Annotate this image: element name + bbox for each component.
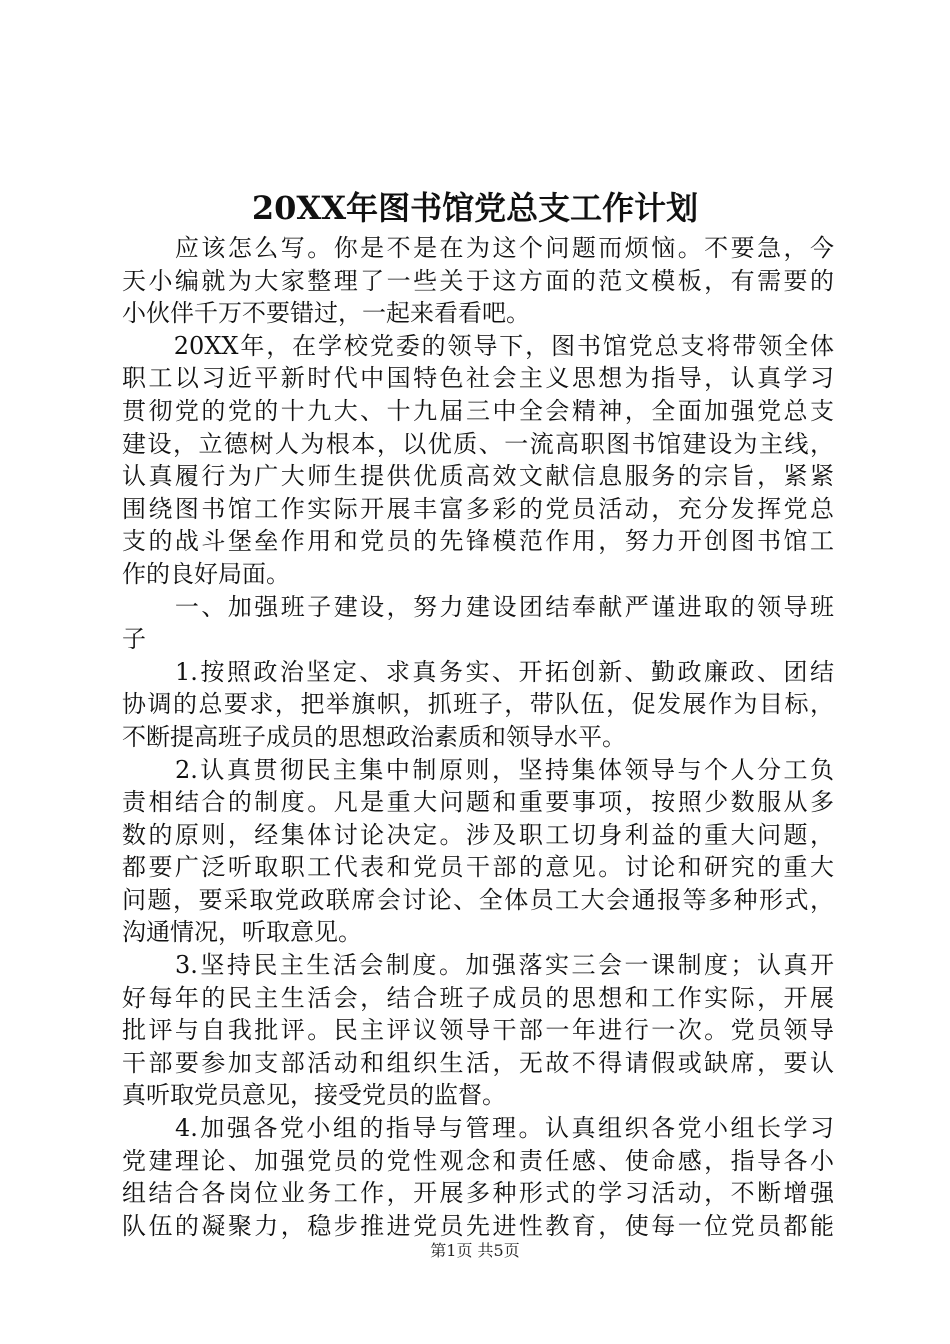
text-line: 不断提高班子成员的思想政治素质和领导水平。 [122, 722, 626, 751]
text-line: 20XX年，在学校党委的领导下，图书馆党总支将带领全体 [122, 331, 834, 360]
text-line: 围绕图书馆工作实际开展丰富多彩的党员活动，充分发挥党总 [122, 494, 834, 523]
text-line: 队伍的凝聚力，稳步推进党员先进性教育，使每一位党员都能 [122, 1211, 834, 1240]
document-title: 20XX年图书馆党总支工作计划 [251, 189, 699, 227]
text-line: 贯彻党的党的十九大、十九届三中全会精神，全面加强党总支 [122, 396, 834, 425]
text-line: 建设，立德树人为根本，以优质、一流高职图书馆建设为主线， [122, 429, 834, 458]
document-body [122, 232, 834, 1242]
page-footer: 第1页 共5页 [430, 1241, 520, 1260]
text-line: 认真履行为广大师生提供优质高效文献信息服务的宗旨，紧紧 [122, 462, 834, 491]
text-line: 组结合各岗位业务工作，开展多种形式的学习活动，不断增强 [122, 1179, 834, 1208]
text-line: 小伙伴千万不要错过，一起来看看吧。 [122, 299, 530, 328]
text-line: 沟通情况，听取意见。 [122, 918, 362, 947]
text-line: 问题，要采取党政联席会讨论、全体员工大会通报等多种形式， [122, 885, 834, 914]
text-line: 应该怎么写。你是不是在为这个问题而烦恼。不要急，今 [122, 234, 834, 262]
text-line: 职工以习近平新时代中国特色社会主义思想为指导，认真学习 [122, 364, 834, 393]
text-line: 好每年的民主生活会，结合班子成员的思想和工作实际，开展 [122, 983, 834, 1012]
text-line: 真听取党员意见，接受党员的监督。 [122, 1081, 506, 1110]
text-line: 1.按照政治坚定、求真务实、开拓创新、勤政廉政、团结 [122, 657, 834, 686]
text-line: 4.加强各党小组的指导与管理。认真组织各党小组长学习 [122, 1114, 834, 1143]
text-line: 子 [122, 625, 146, 654]
text-line: 干部要参加支部活动和组织生活，无故不得请假或缺席，要认 [122, 1048, 834, 1077]
text-line: 一、加强班子建设，努力建设团结奉献严谨进取的领导班 [122, 592, 834, 621]
text-line: 协调的总要求，把举旗帜，抓班子，带队伍，促发展作为目标， [122, 690, 834, 719]
text-line: 作的良好局面。 [122, 559, 290, 588]
text-line: 数的原则，经集体讨论决定。涉及职工切身利益的重大问题， [122, 820, 834, 849]
text-line: 3.坚持民主生活会制度。加强落实三会一课制度；认真开 [122, 951, 834, 980]
text-line: 支的战斗堡垒作用和党员的先锋模范作用，努力开创图书馆工 [122, 527, 834, 556]
text-line: 批评与自我批评。民主评议领导干部一年进行一次。党员领导 [122, 1016, 834, 1045]
text-line: 都要广泛听取职工代表和党员干部的意见。讨论和研究的重大 [122, 853, 834, 882]
text-line: 责相结合的制度。凡是重大问题和重要事项，按照少数服从多 [122, 788, 834, 817]
text-line: 2.认真贯彻民主集中制原则，坚持集体领导与个人分工负 [122, 755, 834, 784]
text-line: 党建理论、加强党员的党性观念和责任感、使命感，指导各小 [122, 1146, 834, 1175]
text-line: 天小编就为大家整理了一些关于这方面的范文模板，有需要的 [122, 266, 834, 295]
